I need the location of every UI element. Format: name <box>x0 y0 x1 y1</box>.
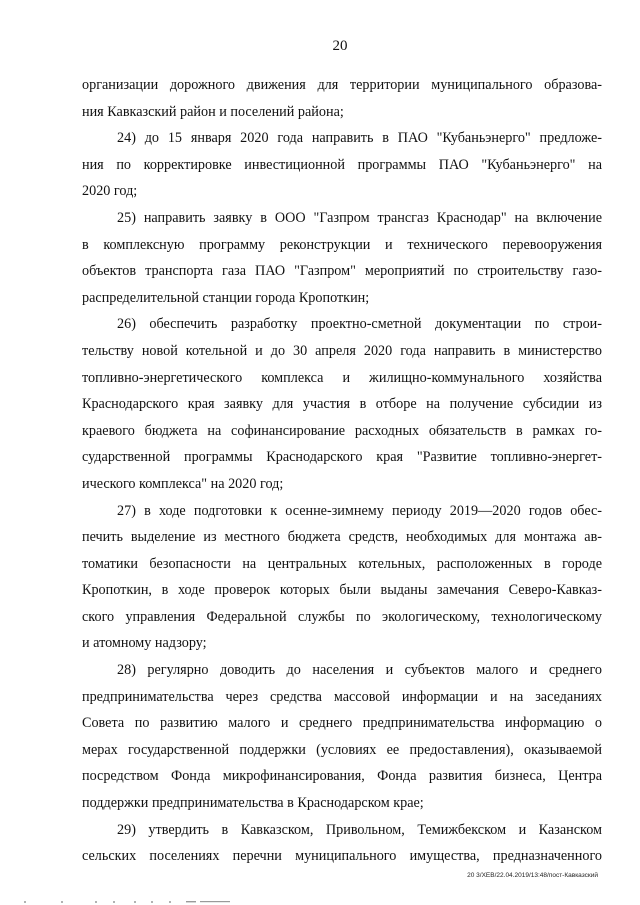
text-line: сельских поселениях перечни муниципального имущества, предназначенного <box>82 848 602 865</box>
text-line: 27) в ходе подготовки к осенне-зимнему периоду 2019—2020 годов обес- <box>117 502 602 519</box>
scan-edge-artifact <box>0 897 640 905</box>
text-line: ского управления Федеральной службы по экологическому, технологическому <box>82 608 602 625</box>
paragraph-item-29 <box>82 817 602 870</box>
page-number: 20 <box>332 38 348 54</box>
text-line: Совета по развитию малого и среднего предпринимательства информацию о <box>82 715 602 732</box>
text-line: поддержки предпринимательства в Краснодарском крае; <box>82 795 424 812</box>
text-line: 29) утвердить в Кавказском, Привольном, Темижбекском и Казанском <box>117 821 602 838</box>
paragraph-item-28 <box>82 657 602 817</box>
paragraph-item-27 <box>82 498 602 658</box>
text-line: в комплексную программу реконструкции и технического перевооружения <box>82 236 602 253</box>
document-footer-reference: 20 3/ХЕВ/22.04.2019/13:48/пост-Кавказский <box>467 872 598 879</box>
text-line: объектов транспорта газа ПАО "Газпром" мероприятий по строительству газо- <box>82 263 602 280</box>
document-body <box>82 72 602 870</box>
text-line: 26) обеспечить разработку проектно-сметной документации по строи- <box>117 316 602 333</box>
text-line: организации дорожного движения для территории муниципального образова- <box>82 77 602 93</box>
text-line: 25) направить заявку в ООО "Газпром трансгаз Краснодар" на включение <box>117 209 602 226</box>
text-line: томатики безопасности на центральных котельных, расположенных в городе <box>82 555 602 572</box>
text-line: тельству новой котельной и до 30 апреля 2020 года направить в министерство <box>82 342 602 359</box>
text-line: сударственной программы Краснодарского края "Развитие топливно-энергет- <box>82 449 602 466</box>
text-line: 2020 год; <box>82 183 138 200</box>
text-line: предпринимательства через средства массовой информации и на заседаниях <box>82 688 602 705</box>
text-line: ического комплекса" на 2020 год; <box>82 475 284 492</box>
text-line: распределительной станции города Кропоткин; <box>82 289 370 306</box>
text-line: Кропоткин, в ходе проверок которых были выданы замечания Северо-Кавказ- <box>82 582 602 599</box>
text-line: краевого бюджета на софинансирование расходных обязательств в рамках го- <box>82 422 602 439</box>
text-line: ния Кавказский район и поселений района; <box>82 103 344 120</box>
paragraph <box>82 72 602 125</box>
text-line: топливно-энергетического комплекса и жилищно-коммунального хозяйства <box>82 369 602 386</box>
paragraph-item-24 <box>82 125 602 205</box>
paragraph-item-26 <box>82 311 602 497</box>
text-line: 28) регулярно доводить до населения и субъектов малого и среднего <box>117 662 602 679</box>
text-line: посредством Фонда микрофинансирования, Фонда развития бизнеса, Центра <box>82 768 602 785</box>
text-line: мерах государственной поддержки (условиях ее предоставления), оказываемой <box>82 741 602 758</box>
text-line: 24) до 15 января 2020 года направить в ПАО "Кубаньэнерго" предложе- <box>117 130 602 147</box>
text-line: ния по корректировке инвестиционной программы ПАО "Кубаньэнерго" на <box>82 156 602 173</box>
paragraph-item-25 <box>82 205 602 311</box>
text-line: печить выделение из местного бюджета средств, необходимых для монтажа ав- <box>82 529 602 546</box>
text-line: и атомному надзору; <box>82 635 207 652</box>
text-line: Краснодарского края заявку для участия в отборе на получение субсидии из <box>82 396 602 413</box>
